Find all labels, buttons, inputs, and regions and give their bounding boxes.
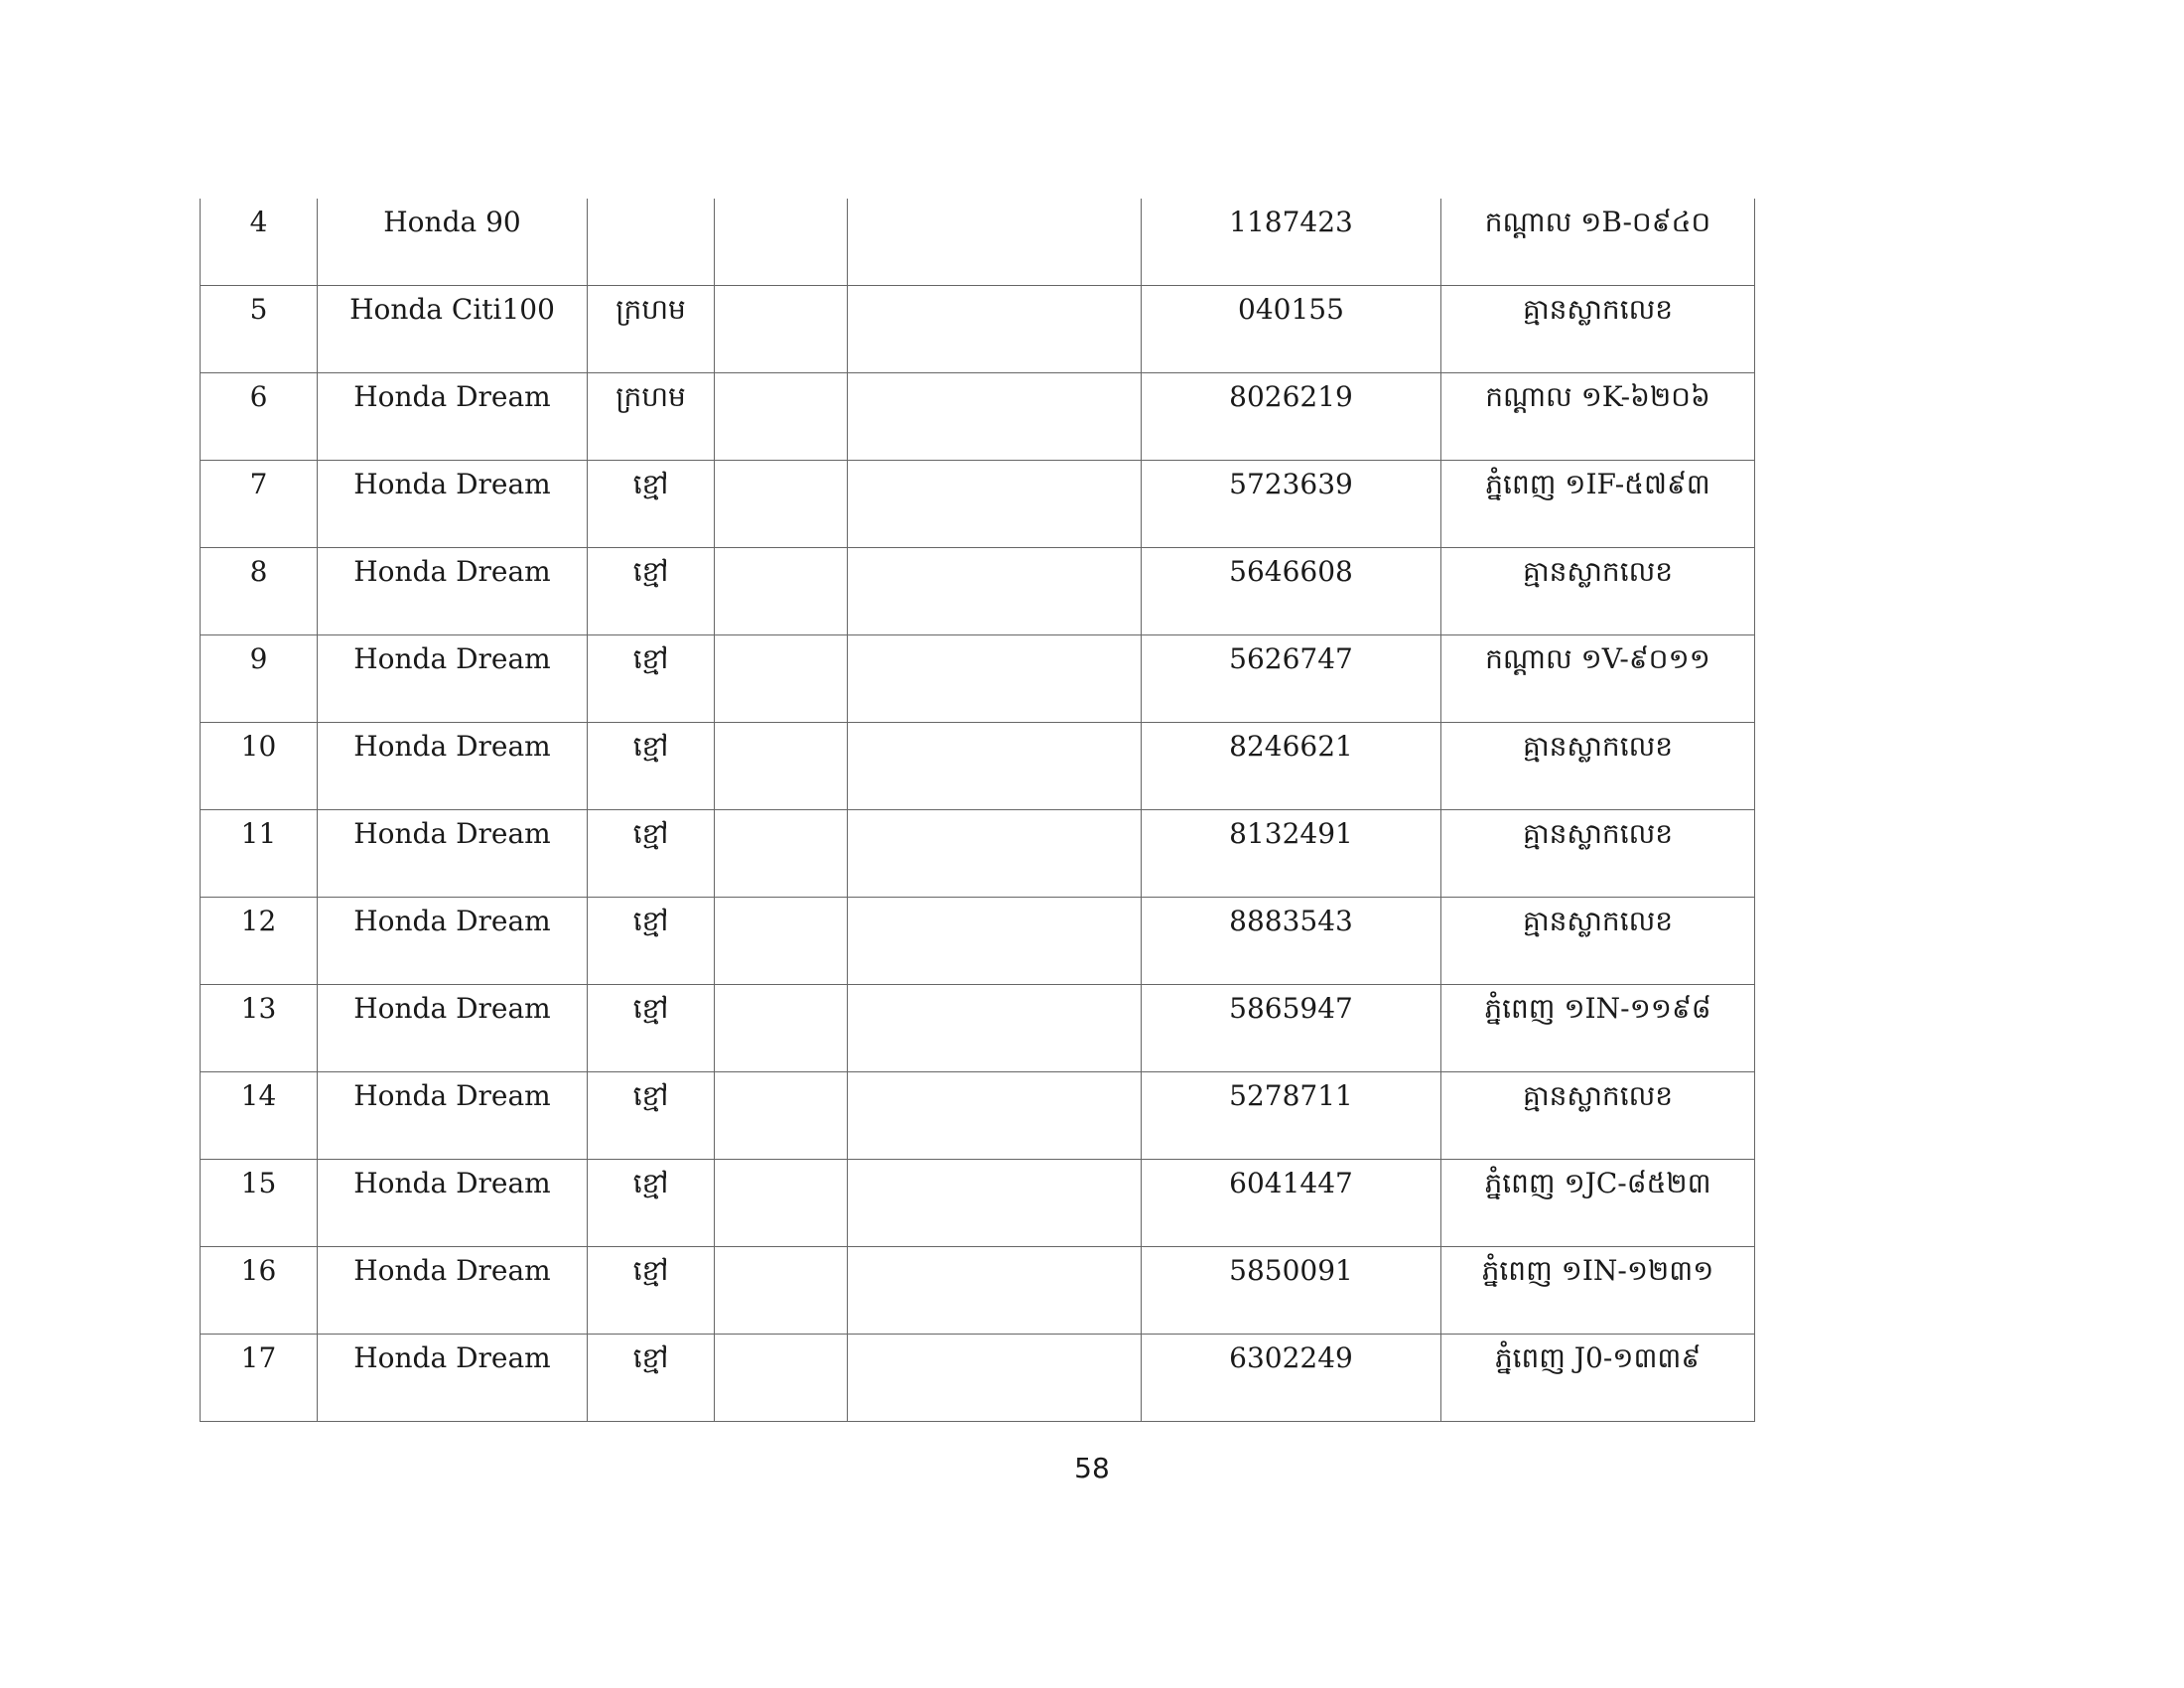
blank-cell-a [715,635,848,723]
blank-cell-a [715,1335,848,1422]
color-cell-text: ក្រហម [615,380,686,413]
blank-cell-a-text [715,985,847,994]
blank-cell-b-text [848,1335,1141,1343]
plate-cell [1441,985,1755,1072]
engine-number-cell-text: 6041447 [1229,1167,1353,1199]
color-cell-text: ខ្មៅ [632,468,669,500]
blank-cell-b [848,1072,1142,1160]
plate-cell [1441,199,1755,286]
vehicle-table [200,199,1755,1422]
plate-cell-text: កណ្តាល ១K-៦២០៦ [1485,380,1710,413]
blank-cell-a-text [715,286,847,295]
model-cell-text: Honda Dream [353,1167,551,1199]
blank-cell-b [848,898,1142,985]
engine-number-cell-text: 040155 [1238,293,1344,326]
model-cell-text: Honda Dream [353,555,551,588]
row-number-cell-text: 10 [240,730,277,763]
color-cell [588,985,715,1072]
engine-number-cell-text: 5278711 [1229,1079,1353,1112]
blank-cell-b [848,1160,1142,1247]
blank-cell-a [715,985,848,1072]
plate-cell-text: ភ្នំពេញ ១IN-១២៣១ [1481,1254,1714,1287]
color-cell-text: ក្រហម [615,293,686,326]
model-cell-text: Honda Dream [353,1341,551,1374]
blank-cell-a-text [715,810,847,819]
engine-number-cell-text: 5646608 [1229,555,1353,588]
blank-cell-b-text [848,898,1141,907]
color-cell-text: ខ្មៅ [632,992,669,1025]
model-cell [318,1072,588,1160]
row-number-cell-text: 16 [240,1254,277,1287]
blank-cell-b [848,635,1142,723]
engine-number-cell [1142,1335,1441,1422]
plate-cell [1441,373,1755,461]
row-number-cell [201,810,318,898]
blank-cell-a [715,461,848,548]
table-row [201,635,1755,723]
engine-number-cell-text: 8132491 [1229,817,1353,850]
blank-cell-b-text [848,635,1141,644]
table-row [201,810,1755,898]
blank-cell-a-text [715,373,847,382]
table-row [201,461,1755,548]
color-cell-text: ខ្មៅ [632,817,669,850]
plate-cell [1441,1247,1755,1335]
color-cell-text: ខ្មៅ [632,1167,669,1199]
blank-cell-b-text [848,286,1141,295]
engine-number-cell-text: 5865947 [1229,992,1353,1025]
plate-cell-text: ភ្នំពេញ ១JC-៨៥២៣ [1484,1167,1711,1199]
model-cell [318,898,588,985]
plate-cell-text: គ្មានស្លាកលេខ [1522,555,1674,588]
blank-cell-a [715,723,848,810]
row-number-cell [201,1160,318,1247]
table-row [201,548,1755,635]
table-row [201,199,1755,286]
color-cell [588,635,715,723]
color-cell-text [588,199,714,208]
color-cell [588,461,715,548]
model-cell [318,286,588,373]
blank-cell-a-text [715,1072,847,1081]
row-number-cell-text: 9 [249,642,268,675]
model-cell [318,373,588,461]
row-number-cell [201,723,318,810]
table-row [201,1335,1755,1422]
row-number-cell-text: 17 [240,1341,277,1374]
color-cell-text: ខ្មៅ [632,1341,669,1374]
engine-number-cell [1142,898,1441,985]
color-cell [588,1335,715,1422]
blank-cell-b [848,1335,1142,1422]
blank-cell-b [848,985,1142,1072]
blank-cell-b-text [848,199,1141,208]
blank-cell-a [715,286,848,373]
engine-number-cell [1142,199,1441,286]
engine-number-cell [1142,635,1441,723]
row-number-cell-text: 11 [240,817,277,850]
model-cell-text: Honda Citi100 [349,293,555,326]
color-cell [588,898,715,985]
color-cell [588,199,715,286]
model-cell-text: Honda Dream [353,642,551,675]
model-cell-text: Honda Dream [353,468,551,500]
row-number-cell [201,985,318,1072]
color-cell-text: ខ្មៅ [632,730,669,763]
engine-number-cell [1142,1072,1441,1160]
model-cell [318,1335,588,1422]
row-number-cell [201,286,318,373]
table-body [201,199,1755,1422]
blank-cell-b-text [848,461,1141,470]
blank-cell-a [715,1247,848,1335]
model-cell [318,548,588,635]
plate-cell-text: គ្មានស្លាកលេខ [1522,905,1674,937]
blank-cell-a-text [715,461,847,470]
blank-cell-b-text [848,1072,1141,1081]
page-number: 58 [1074,1452,1110,1484]
color-cell-text: ខ្មៅ [632,642,669,675]
engine-number-cell [1142,548,1441,635]
table-row [201,1072,1755,1160]
table-row [201,898,1755,985]
row-number-cell [201,373,318,461]
plate-cell-text: គ្មានស្លាកលេខ [1522,293,1674,326]
blank-cell-b [848,199,1142,286]
engine-number-cell [1142,286,1441,373]
plate-cell [1441,898,1755,985]
color-cell-text: ខ្មៅ [632,1254,669,1287]
plate-cell-text: គ្មានស្លាកលេខ [1522,730,1674,763]
model-cell-text: Honda Dream [353,380,551,413]
row-number-cell-text: 6 [249,380,268,413]
model-cell [318,1247,588,1335]
plate-cell-text: កណ្តាល ១V-៩០១១ [1485,642,1710,675]
row-number-cell [201,548,318,635]
blank-cell-b-text [848,810,1141,819]
row-number-cell-text: 4 [249,206,268,238]
blank-cell-a-text [715,723,847,732]
plate-cell-text: គ្មានស្លាកលេខ [1522,817,1674,850]
plate-cell [1441,548,1755,635]
blank-cell-b [848,810,1142,898]
model-cell-text: Honda Dream [353,1254,551,1287]
color-cell [588,1072,715,1160]
model-cell-text: Honda Dream [353,817,551,850]
blank-cell-b-text [848,985,1141,994]
model-cell-text: Honda Dream [353,1079,551,1112]
blank-cell-a [715,1160,848,1247]
row-number-cell [201,461,318,548]
color-cell [588,373,715,461]
row-number-cell-text: 8 [249,555,268,588]
blank-cell-a [715,898,848,985]
blank-cell-b [848,373,1142,461]
engine-number-cell-text: 5626747 [1229,642,1353,675]
blank-cell-a [715,199,848,286]
row-number-cell-text: 12 [240,905,277,937]
model-cell [318,199,588,286]
blank-cell-a [715,373,848,461]
engine-number-cell-text: 6302249 [1229,1341,1353,1374]
plate-cell-text: គ្មានស្លាកលេខ [1522,1079,1674,1112]
blank-cell-a [715,810,848,898]
row-number-cell-text: 15 [240,1167,277,1199]
plate-cell-text: ភ្នំពេញ ១IF-៥៧៩៣ [1485,468,1710,500]
table-row [201,1247,1755,1335]
blank-cell-b-text [848,723,1141,732]
table-row [201,286,1755,373]
table-row [201,373,1755,461]
blank-cell-b [848,1247,1142,1335]
row-number-cell [201,1072,318,1160]
model-cell-text: Honda 90 [383,206,521,238]
model-cell [318,810,588,898]
engine-number-cell [1142,1247,1441,1335]
blank-cell-a-text [715,1247,847,1256]
color-cell [588,286,715,373]
blank-cell-b-text [848,548,1141,557]
engine-number-cell-text: 8883543 [1229,905,1353,937]
plate-cell [1441,1072,1755,1160]
model-cell [318,1160,588,1247]
engine-number-cell [1142,810,1441,898]
color-cell [588,723,715,810]
model-cell [318,985,588,1072]
engine-number-cell [1142,373,1441,461]
blank-cell-b-text [848,373,1141,382]
table-row [201,723,1755,810]
blank-cell-a-text [715,898,847,907]
blank-cell-a-text [715,1160,847,1169]
plate-cell-text: ភ្នំពេញ ១IN-១១៩៨ [1484,992,1711,1025]
blank-cell-a-text [715,635,847,644]
color-cell-text: ខ្មៅ [632,905,669,937]
blank-cell-b [848,461,1142,548]
blank-cell-b [848,286,1142,373]
color-cell [588,548,715,635]
color-cell [588,1160,715,1247]
row-number-cell [201,1247,318,1335]
model-cell [318,461,588,548]
blank-cell-a [715,548,848,635]
blank-cell-a-text [715,548,847,557]
model-cell [318,723,588,810]
model-cell [318,635,588,723]
color-cell [588,1247,715,1335]
engine-number-cell [1142,1160,1441,1247]
engine-number-cell [1142,723,1441,810]
engine-number-cell-text: 5723639 [1229,468,1353,500]
plate-cell [1441,635,1755,723]
engine-number-cell [1142,461,1441,548]
color-cell-text: ខ្មៅ [632,555,669,588]
model-cell-text: Honda Dream [353,992,551,1025]
row-number-cell [201,1335,318,1422]
plate-cell-text: កណ្តាល ១B-០៩៤០ [1484,206,1711,238]
plate-cell [1441,461,1755,548]
engine-number-cell-text: 5850091 [1229,1254,1353,1287]
color-cell [588,810,715,898]
plate-cell [1441,723,1755,810]
model-cell-text: Honda Dream [353,730,551,763]
blank-cell-b [848,548,1142,635]
row-number-cell [201,199,318,286]
blank-cell-b-text [848,1160,1141,1169]
table-row [201,985,1755,1072]
blank-cell-b [848,723,1142,810]
row-number-cell-text: 13 [240,992,277,1025]
plate-cell [1441,1160,1755,1247]
blank-cell-b-text [848,1247,1141,1256]
engine-number-cell [1142,985,1441,1072]
row-number-cell [201,898,318,985]
engine-number-cell-text: 8026219 [1229,380,1353,413]
engine-number-cell-text: 1187423 [1229,206,1353,238]
blank-cell-a [715,1072,848,1160]
engine-number-cell-text: 8246621 [1229,730,1353,763]
plate-cell [1441,286,1755,373]
blank-cell-a-text [715,199,847,208]
color-cell-text: ខ្មៅ [632,1079,669,1112]
plate-cell [1441,1335,1755,1422]
blank-cell-a-text [715,1335,847,1343]
row-number-cell-text: 7 [249,468,268,500]
model-cell-text: Honda Dream [353,905,551,937]
row-number-cell-text: 14 [240,1079,277,1112]
table-row [201,1160,1755,1247]
row-number-cell [201,635,318,723]
plate-cell-text: ភ្នំពេញ J0-១៣៣៩ [1494,1341,1702,1374]
plate-cell [1441,810,1755,898]
row-number-cell-text: 5 [249,293,268,326]
